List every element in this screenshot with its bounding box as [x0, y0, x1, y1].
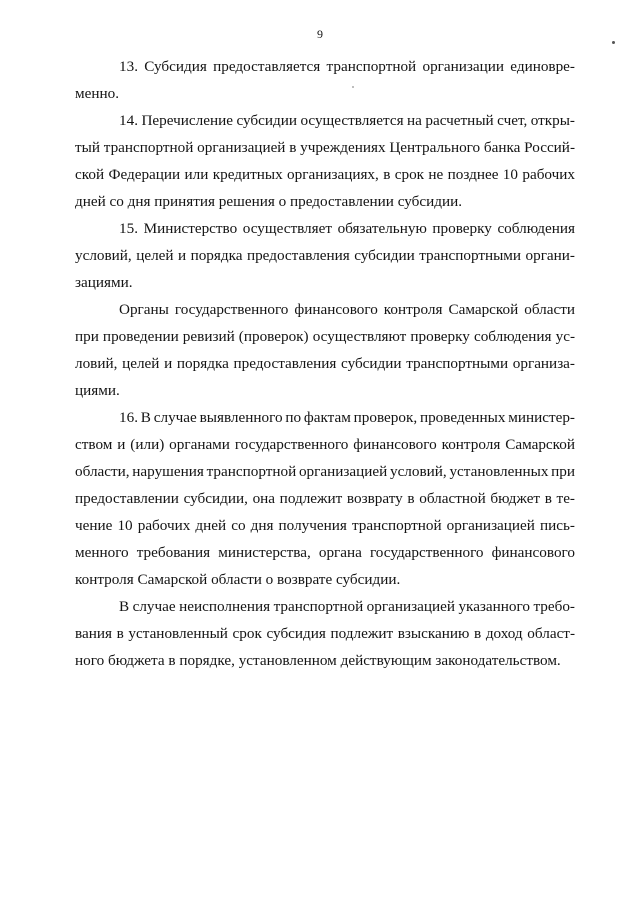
text-line: при проведении ревизий (проверок) осуществляют проверку соблюдения ус- [75, 328, 575, 345]
page-number: 9 [317, 27, 323, 41]
text-line: условий, целей и порядка предоставления субсидии транспортными органи- [75, 247, 575, 264]
scan-speck [612, 41, 615, 44]
text-line: менно. [75, 85, 119, 102]
text-line: менного требования министерства, органа государственного финансового [75, 544, 575, 561]
scan-speck [352, 86, 354, 88]
text-line: чение 10 рабочих дней со дня получения транспортной организацией пись- [75, 517, 575, 534]
text-line: 14. Перечисление субсидии осуществляется на расчетный счет, откры- [119, 112, 575, 129]
text-line: ного бюджета в порядке, установленном действующим законодательством. [75, 652, 561, 669]
text-line: тый транспортной организацией в учреждениях Центрального банка Россий- [75, 139, 575, 156]
text-line: В случае неисполнения транспортной организацией указанного требо- [119, 598, 575, 615]
text-line: Органы государственного финансового контроля Самарской области [119, 301, 575, 318]
text-line: циями. [75, 382, 120, 399]
text-line: вания в установленный срок субсидия подлежит взысканию в доход област- [75, 625, 575, 642]
text-line: зациями. [75, 274, 133, 291]
text-line: ской Федерации или кредитных организациях, в срок не позднее 10 рабочих [75, 166, 575, 183]
text-line: 16. В случае выявленного по фактам проверок, проведенных министер- [119, 409, 575, 426]
text-line: ством и (или) органами государственного финансового контроля Самарской [75, 436, 575, 453]
text-line: области, нарушения транспортной организацией условий, установленных при [75, 463, 575, 480]
text-line: контроля Самарской области о возврате субсидии. [75, 571, 401, 588]
text-line: предоставлении субсидии, она подлежит возврату в областной бюджет в те- [75, 490, 575, 507]
text-line: 15. Министерство осуществляет обязательную проверку соблюдения [119, 220, 575, 237]
text-line: дней со дня принятия решения о предоставлении субсидии. [75, 193, 463, 210]
text-line: ловий, целей и порядка предоставления субсидии транспортными организа- [75, 355, 575, 372]
text-line: 13. Субсидия предоставляется транспортной организации единовре- [119, 58, 575, 75]
